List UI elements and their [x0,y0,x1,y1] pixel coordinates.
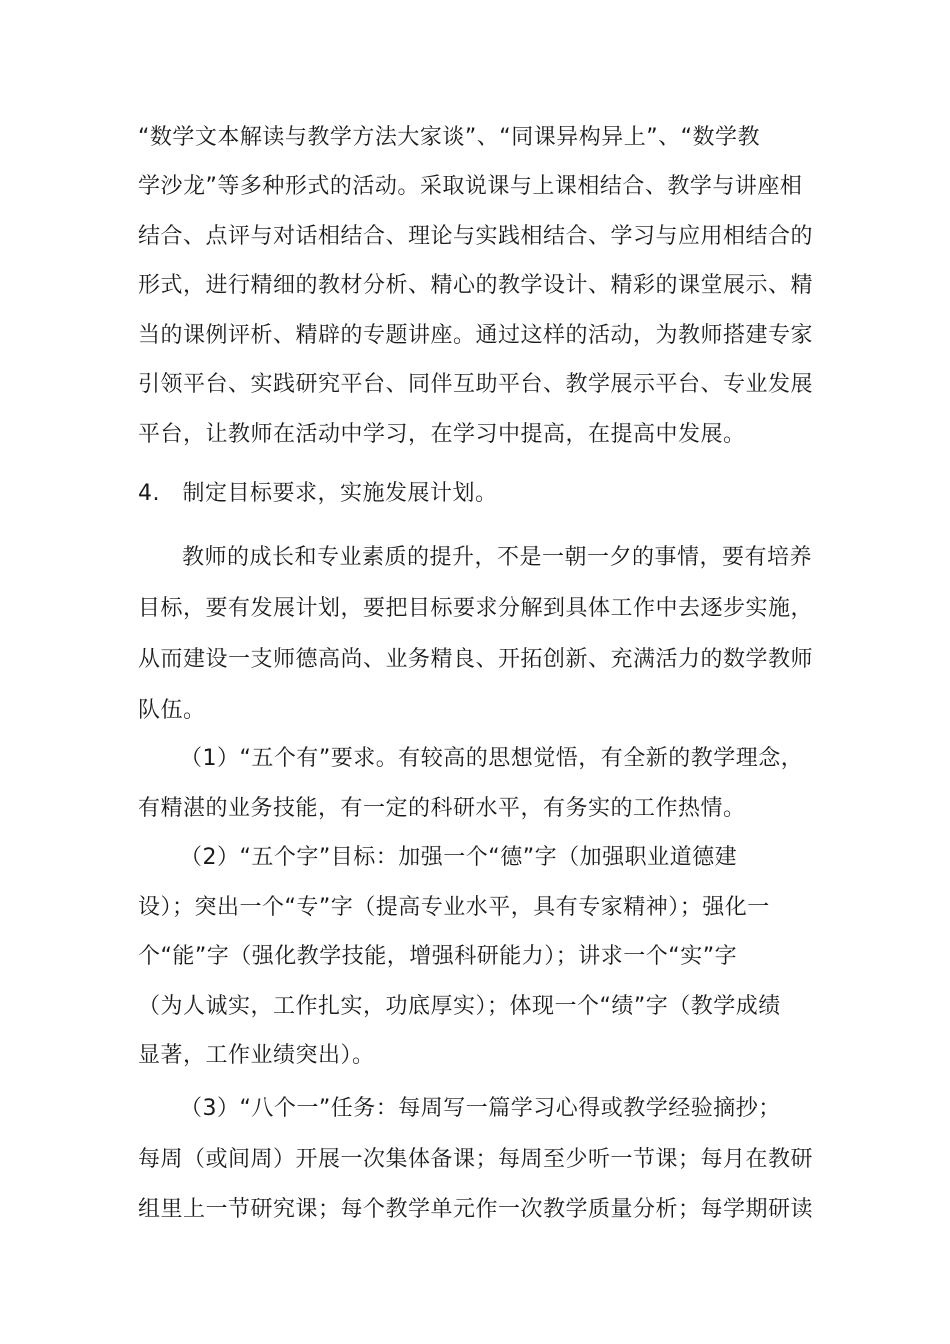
list-item-line: 显著，工作业绩突出）。 [138,1043,375,1068]
list-item-line: （为人诚实，工作扎实，功底厚实）；体现一个“绩”字（教学成绩 [138,994,781,1019]
paragraph-line: 教师的成长和专业素质的提升，不是一朝一夕的事情，要有培养 [182,545,813,570]
list-item-line: 个“能”字（强化教学技能，增强科研能力）；讲求一个“实”字 [138,944,738,969]
paragraph-line: 引领平台、实践研究平台、同伴互助平台、教学展示平台、专业发展 [138,372,814,397]
paragraph-line: 结合、点评与对话相结合、理论与实践相结合、学习与应用相结合的 [138,224,814,249]
list-item-line: （2）“五个字”目标：加强一个“德”字（加强职业道德建 [180,845,738,870]
paragraph-line: 形式，进行精细的教材分析、精心的教学设计、精彩的课堂展示、精 [138,273,814,298]
paragraph-line: 学沙龙”等多种形式的活动。采取说课与上课相结合、教学与讲座相 [138,174,803,199]
paragraph-line: 平台，让教师在活动中学习，在学习中提高，在提高中发展。 [138,422,746,447]
list-item-line: 每周（或间周）开展一次集体备课；每周至少听一节课；每月在教研 [138,1147,814,1172]
section-heading: 4. 制定目标要求，实施发展计划。 [138,481,498,506]
list-item-line: （3）“八个一”任务：每周写一篇学习心得或教学经验摘抄； [180,1096,781,1121]
paragraph-line: 目标，要有发展计划，要把目标要求分解到具体工作中去逐步实施， [138,596,814,621]
list-item-line: 设）；突出一个“专”字（提高专业水平，具有专家精神）；强化一 [138,895,770,920]
paragraph-line: 当的课例评析、精辟的专题讲座。通过这样的活动，为教师搭建专家 [138,323,814,348]
list-item-line: 组里上一节研究课；每个教学单元作一次教学质量分析；每学期研读 [138,1197,814,1222]
list-item-line: （1）“五个有”要求。有较高的思想觉悟，有全新的教学理念， [180,746,804,771]
paragraph-line: 队伍。 [138,698,206,723]
list-item-line: 有精湛的业务技能，有一定的科研水平，有务实的工作热情。 [138,796,746,821]
paragraph-line: 从而建设一支师德高尚、业务精良、开拓创新、充满活力的数学教师 [138,647,814,672]
paragraph-line: “数学文本解读与教学方法大家谈”、“同课异构异上”、“数学教 [138,125,760,150]
